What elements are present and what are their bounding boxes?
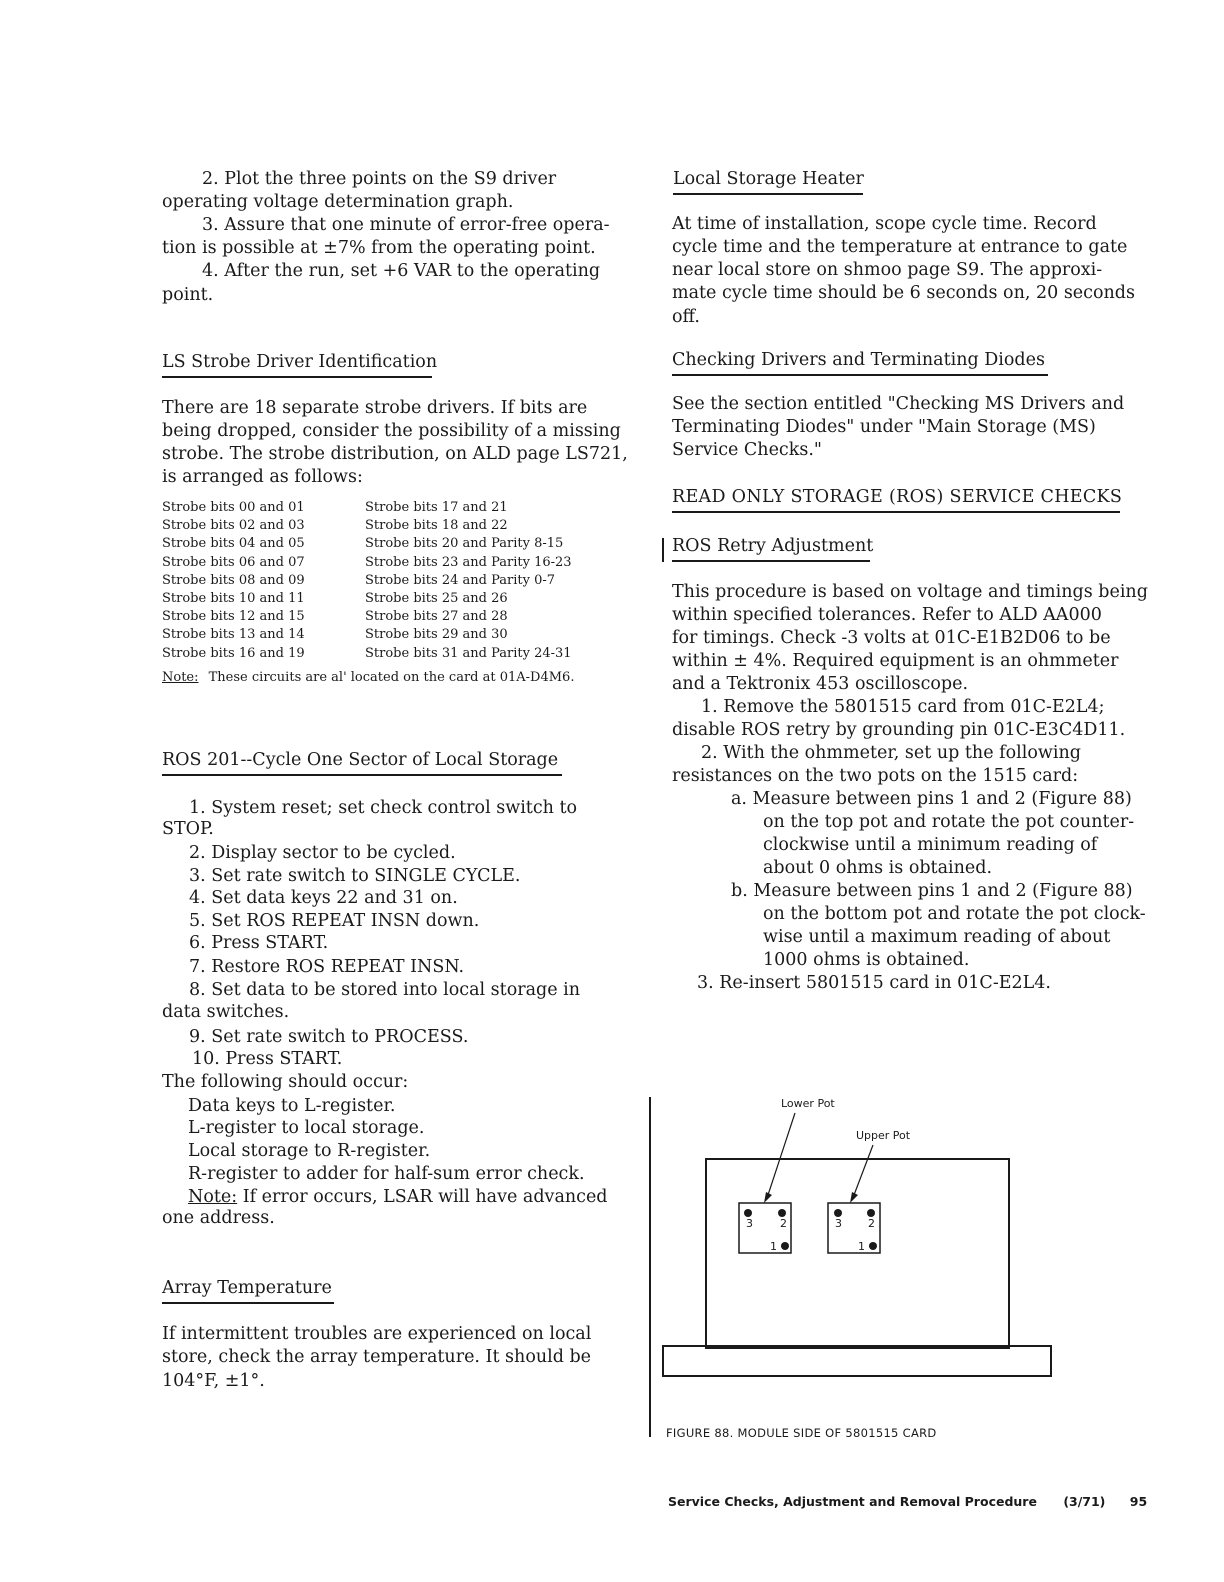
retry-step: 1. Remove the 5801515 card from 01C-E2L4; [701, 697, 1105, 717]
retry-step-cont: disable ROS retry by grounding pin 01C-E3C4D11. [672, 720, 1126, 740]
heater-body-line: cycle time and the temperature at entrance to gate [672, 237, 1128, 257]
strobe-item: Strobe bits 29 and 30 [365, 627, 508, 643]
ros201-step: R-register to adder for half-sum error check. [188, 1164, 585, 1184]
figure-88 [660, 1095, 1060, 1395]
ros201-step: 6. Press START. [189, 933, 329, 953]
strobe-item: Strobe bits 13 and 14 [162, 627, 305, 643]
ls-strobe-heading: LS Strobe Driver Identification [162, 351, 432, 378]
strobe-item: Strobe bits 10 and 11 [162, 591, 305, 607]
lower-pot-leader [768, 1113, 795, 1195]
ros201-step: L-register to local storage. [188, 1118, 425, 1138]
strobe-note [162, 669, 574, 687]
upper-pot-label: Upper Pot [856, 1129, 911, 1142]
ros201-step: The following should occur: [162, 1072, 409, 1092]
pin-dot [781, 1242, 789, 1250]
revision-bar [662, 538, 664, 562]
ros201-step: 10. Press START. [192, 1049, 343, 1069]
ls-body-line: is arranged as follows: [162, 467, 363, 487]
ros201-note-text: If error occurs, LSAR will have advanced [237, 1187, 608, 1207]
array-body-line: store, check the array temperature. It should be [162, 1347, 592, 1367]
array-temp-value: 104°F, ±1°. [162, 1371, 265, 1391]
array-body-line: If intermittent troubles are experienced on local [162, 1324, 592, 1344]
figure-rule [649, 1097, 651, 1437]
pin-label-3: 3 [746, 1217, 753, 1230]
retry-body-line: within ± 4%. Required equipment is an ohmmeter [672, 651, 1119, 671]
retry-substep-cont: on the bottom pot and rotate the pot clock- [763, 904, 1146, 924]
strobe-item: Strobe bits 23 and Parity 16-23 [365, 554, 572, 570]
strobe-list-right [365, 499, 572, 663]
ros201-note-label: Note: [188, 1187, 238, 1207]
ros201-step: 8. Set data to be stored into local storage in [189, 980, 581, 1000]
pin-dot [744, 1209, 752, 1217]
strobe-item: Strobe bits 27 and 28 [365, 609, 508, 625]
card-edge-connector [663, 1346, 1051, 1376]
arrow-head [850, 1192, 858, 1203]
strobe-item: Strobe bits 17 and 21 [365, 500, 508, 515]
heater-heading: Local Storage Heater [673, 168, 863, 195]
heater-body-line: near local store on shmoo page S9. The approxi- [672, 260, 1103, 280]
strobe-item: Strobe bits 12 and 15 [162, 609, 305, 625]
ros201-step: 3. Set rate switch to SINGLE CYCLE. [189, 866, 521, 886]
ros201-note-cont: one address. [162, 1208, 275, 1228]
ros201-step: 9. Set rate switch to PROCESS. [189, 1027, 469, 1047]
pin-label-1: 1 [858, 1240, 865, 1253]
pin-label-2: 2 [868, 1217, 875, 1230]
heater-body-line: mate cycle time should be 6 seconds on, 20 seconds [672, 283, 1135, 303]
strobe-item: Strobe bits 06 and 07 [162, 554, 305, 570]
retry-body-line: This procedure is based on voltage and timings being [672, 582, 1148, 602]
retry-substep-cont: wise until a maximum reading of about [763, 927, 1111, 947]
page-footer [668, 1494, 1147, 1509]
heater-body-line: At time of installation, scope cycle time. Record [672, 214, 1097, 234]
retry-substep: a. Measure between pins 1 and 2 (Figure 88) [731, 789, 1132, 809]
retry-step: 3. Re-insert 5801515 card in 01C-E2L4. [697, 973, 1051, 993]
strobe-note-label: Note: [162, 670, 199, 685]
strobe-item: Strobe bits 25 and 26 [365, 591, 508, 607]
ros201-heading: ROS 201--Cycle One Sector of Local Storage [162, 749, 562, 776]
retry-substep-cont: 1000 ohms is obtained. [763, 950, 970, 970]
pin-dot [867, 1209, 875, 1217]
drivers-heading: Checking Drivers and Terminating Diodes [672, 349, 1048, 376]
strobe-item: Strobe bits 24 and Parity 0-7 [365, 572, 555, 588]
strobe-item: Strobe bits 18 and 22 [365, 518, 508, 534]
strobe-item: Strobe bits 16 and 19 [162, 645, 305, 661]
plot-step-3-cont: tion is possible at ±7% from the operating point. [162, 238, 596, 258]
strobe-note-text: These circuits are al' located on the card at 01A-D4M6. [208, 670, 575, 685]
ros201-step: 4. Set data keys 22 and 31 on. [189, 888, 458, 908]
retry-body-line: and a Tektronix 453 oscilloscope. [672, 674, 969, 694]
retry-substep-cont: clockwise until a minimum reading of [763, 835, 1098, 855]
footer-date: (3/71) [1063, 1494, 1106, 1509]
plot-step-4: 4. After the run, set +6 VAR to the operating [202, 261, 601, 281]
ros201-step: 2. Display sector to be cycled. [189, 843, 456, 863]
ls-body-line: being dropped, consider the possibility of a missing [162, 421, 621, 441]
ros201-step: 1. System reset; set check control switch to [189, 798, 578, 818]
strobe-item: Strobe bits 31 and Parity 24-31 [365, 645, 572, 661]
retry-substep-cont: about 0 ohms is obtained. [763, 858, 993, 878]
ros201-note [188, 1186, 608, 1209]
strobe-item: Strobe bits 04 and 05 [162, 536, 305, 552]
lower-pot-label: Lower Pot [781, 1097, 835, 1110]
ros201-step: 7. Restore ROS REPEAT INSN. [189, 957, 465, 977]
page-number: 95 [1129, 1494, 1148, 1509]
ros201-step: STOP. [162, 819, 214, 839]
drivers-body-line: Service Checks." [672, 440, 822, 460]
pin-label-2: 2 [780, 1217, 787, 1230]
plot-step-2-cont: operating voltage determination graph. [162, 192, 514, 212]
retry-substep-cont: on the top pot and rotate the pot counter- [763, 812, 1135, 832]
pin-label-1: 1 [770, 1240, 777, 1253]
ls-body-line: There are 18 separate strobe drivers. If bits are [162, 398, 588, 418]
figure-caption: FIGURE 88. MODULE SIDE OF 5801515 CARD [666, 1426, 937, 1440]
ros201-step: Local storage to R-register. [188, 1141, 431, 1161]
retry-step-cont: resistances on the two pots on the 1515 card: [672, 766, 1079, 786]
pin-dot [834, 1209, 842, 1217]
pin-dot [778, 1209, 786, 1217]
strobe-item: Strobe bits 20 and Parity 8-15 [365, 536, 564, 552]
ros201-step: data switches. [162, 1002, 290, 1022]
strobe-item: Strobe bits 00 and 01 [162, 500, 305, 515]
ros201-step: Data keys to L-register. [188, 1096, 396, 1116]
strobe-item: Strobe bits 02 and 03 [162, 518, 305, 534]
retry-step: 2. With the ohmmeter, set up the following [701, 743, 1081, 763]
retry-body-line: within specified tolerances. Refer to ALD AA000 [672, 605, 1102, 625]
plot-step-3: 3. Assure that one minute of error-free opera- [202, 215, 610, 235]
retry-heading: ROS Retry Adjustment [672, 535, 870, 562]
drivers-body-line: Terminating Diodes" under "Main Storage (MS) [672, 417, 1096, 437]
retry-substep: b. Measure between pins 1 and 2 (Figure 88) [731, 881, 1133, 901]
plot-step-4-cont: point. [162, 285, 214, 305]
ls-body-line: strobe. The strobe distribution, on ALD page LS721, [162, 444, 628, 464]
ros-section-heading: READ ONLY STORAGE (ROS) SERVICE CHECKS [672, 486, 1120, 513]
strobe-list-left [162, 499, 305, 663]
pin-label-3: 3 [835, 1217, 842, 1230]
arrow-head [764, 1192, 772, 1203]
array-temperature-heading: Array Temperature [162, 1277, 334, 1304]
upper-pot-leader [854, 1145, 873, 1195]
plot-step-2: 2. Plot the three points on the S9 driver [202, 169, 557, 189]
pin-dot [869, 1242, 877, 1250]
footer-title: Service Checks, Adjustment and Removal Procedure [668, 1494, 1037, 1509]
drivers-body-line: See the section entitled "Checking MS Drivers and [672, 394, 1125, 414]
strobe-item: Strobe bits 08 and 09 [162, 572, 305, 588]
ros201-step: 5. Set ROS REPEAT INSN down. [189, 911, 480, 931]
heater-body-line: off. [672, 307, 700, 327]
retry-body-line: for timings. Check -3 volts at 01C-E1B2D06 to be [672, 628, 1111, 648]
